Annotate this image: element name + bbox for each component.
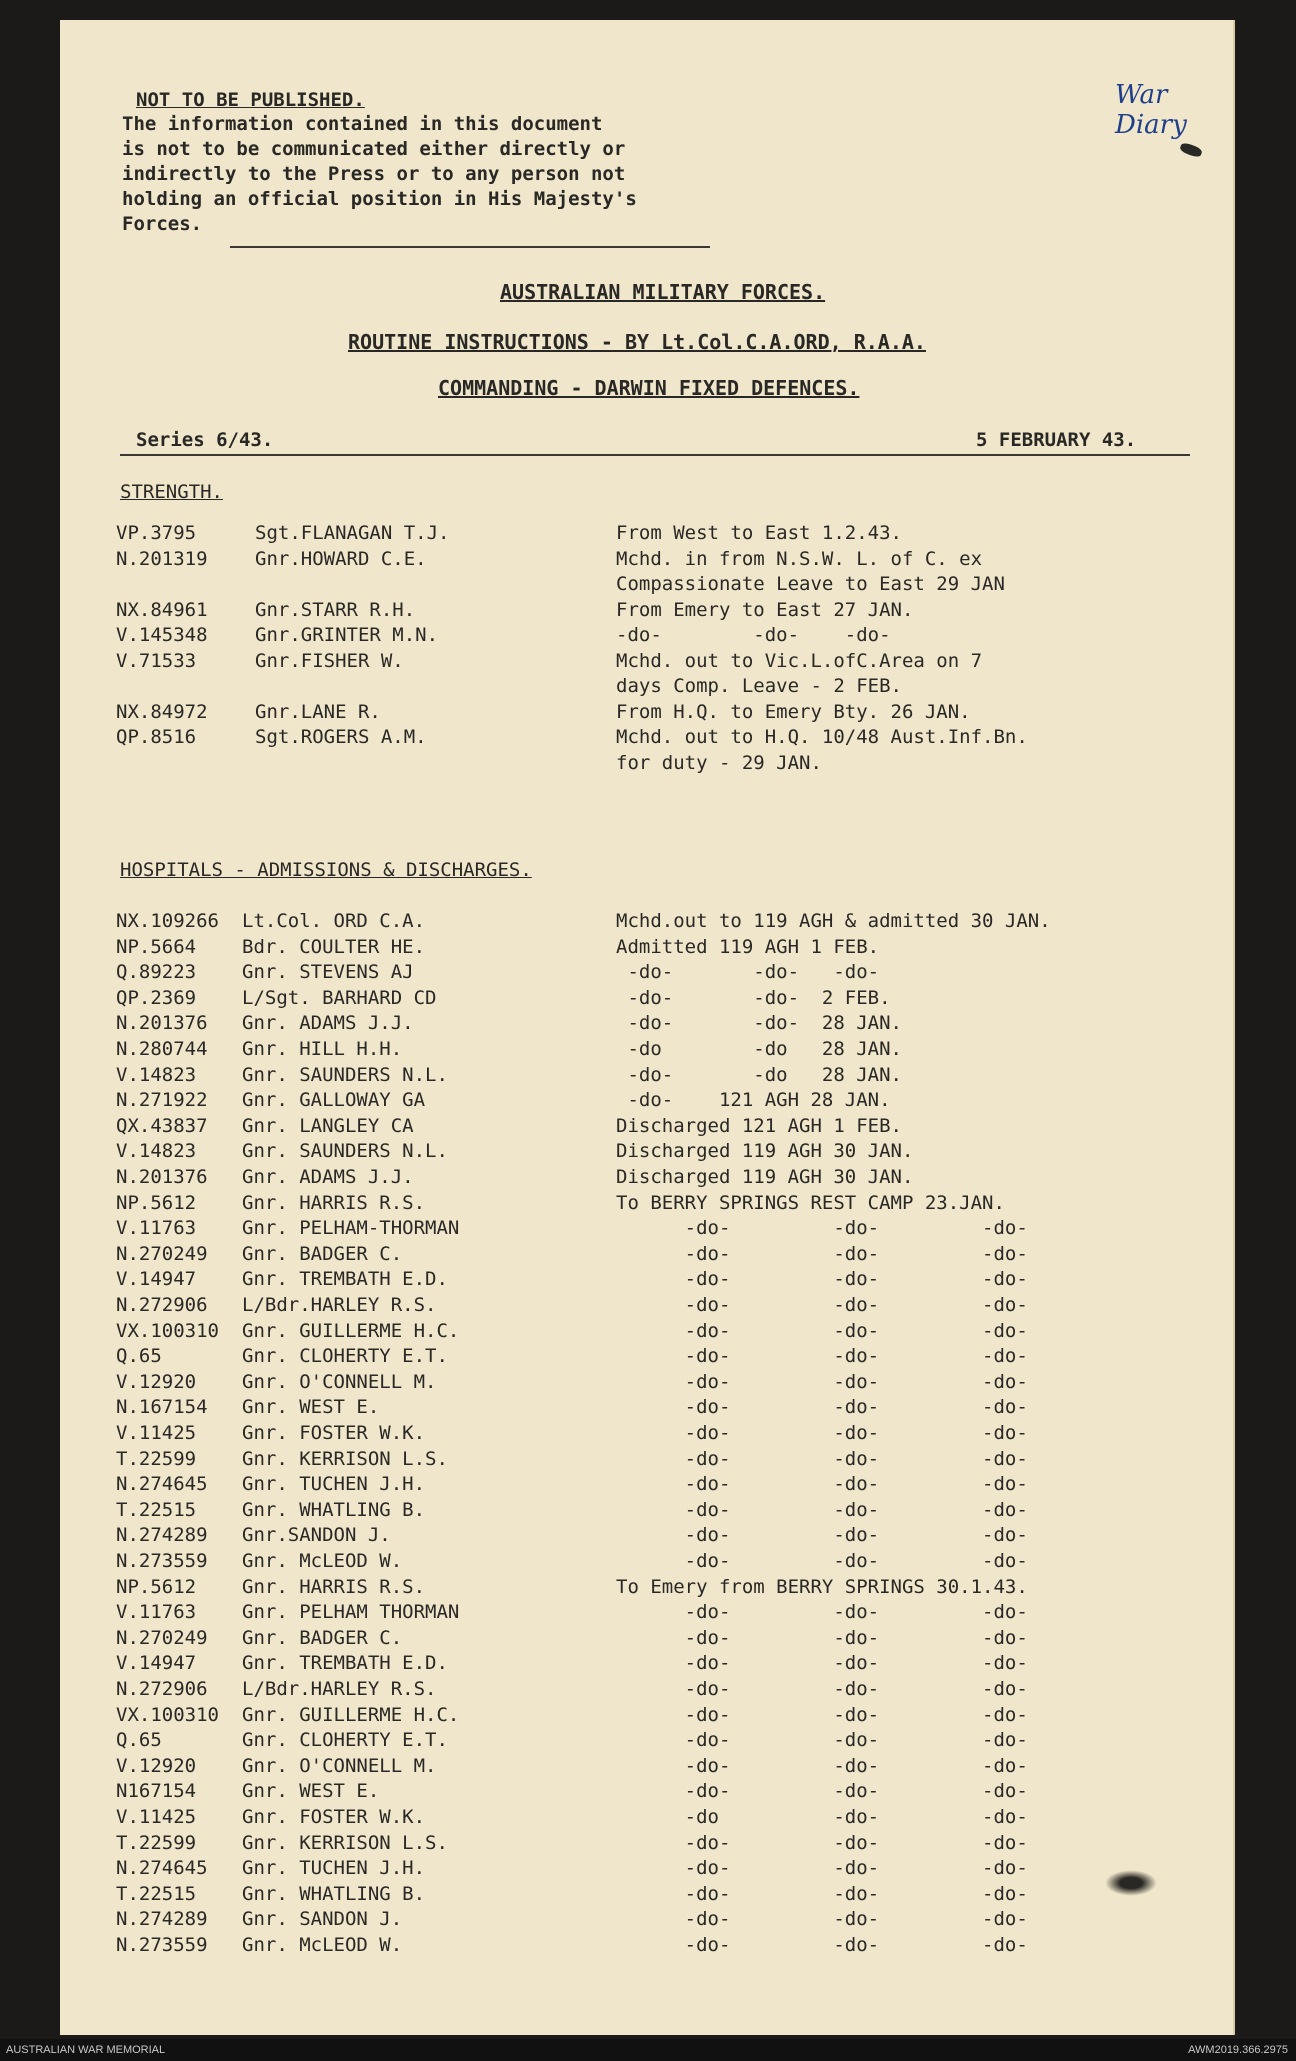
movement-detail: Mchd. in from N.S.W. L. of C. ex xyxy=(616,547,983,570)
hospital-detail: -do- -do 28 JAN. xyxy=(616,1063,902,1086)
hospital-detail: -do- -do- -do- xyxy=(616,1422,1028,1444)
service-number: N.272906 xyxy=(116,1678,208,1700)
member-name: Gnr. LANGLEY CA xyxy=(242,1114,414,1137)
service-number: N167154 xyxy=(116,1780,197,1803)
member-name: L/Bdr.HARLEY R.S. xyxy=(242,1294,437,1316)
service-number: Q.65 xyxy=(116,1729,162,1752)
member-name: Gnr. CLOHERTY E.T. xyxy=(242,1729,448,1752)
member-name: Gnr. PELHAM THORMAN xyxy=(242,1601,460,1624)
table-row xyxy=(60,1140,1233,1166)
member-name: Gnr. SAUNDERS N.L. xyxy=(242,1063,448,1086)
hospital-detail: -do- -do- -do- xyxy=(616,961,880,984)
service-number: V.11763 xyxy=(116,1601,197,1624)
service-number: VP.3795 xyxy=(116,522,197,544)
movement-detail: From West to East 1.2.43. xyxy=(616,522,902,544)
hospital-detail: -do- -do- -do- xyxy=(616,1268,1028,1291)
hospital-detail: -do- -do- -do- xyxy=(616,1831,1028,1854)
member-name: Gnr. CLOHERTY E.T. xyxy=(242,1345,448,1368)
member-name: Gnr. HILL H.H. xyxy=(242,1038,403,1060)
hospital-detail: -do- -do- -do- xyxy=(616,1345,1028,1368)
service-number: NP.5612 xyxy=(116,1191,197,1214)
table-row xyxy=(60,726,1233,752)
service-number: N.272906 xyxy=(116,1294,208,1316)
table-row xyxy=(60,548,1233,574)
hospitals-heading: HOSPITALS - ADMISSIONS & DISCHARGES. xyxy=(120,859,532,881)
service-number: N.201319 xyxy=(116,547,208,570)
hospital-detail: -do- -do- -do- xyxy=(616,1242,1028,1265)
hospital-detail: -do- -do- -do- xyxy=(616,1780,1028,1803)
hospital-detail: -do- -do- -do- xyxy=(616,1319,1028,1342)
service-number: NX.84972 xyxy=(116,700,208,723)
service-number: V.14823 xyxy=(116,1140,197,1163)
hospital-detail: -do- -do- -do- xyxy=(616,1447,1028,1470)
member-name: Gnr. ADAMS J.J. xyxy=(242,1012,414,1035)
table-row xyxy=(60,522,1233,548)
ink-mark-icon xyxy=(1179,142,1203,159)
service-number: T.22515 xyxy=(116,1882,197,1905)
service-number: N.270249 xyxy=(116,1242,208,1265)
hospital-detail: -do- -do- -do- xyxy=(616,1678,1028,1700)
table-row xyxy=(60,936,1233,962)
service-number: V.12920 xyxy=(116,1754,197,1777)
hospital-detail: -do- -do- -do- xyxy=(616,1294,1028,1316)
table-row xyxy=(60,1473,1233,1499)
series-number: Series 6/43. xyxy=(136,429,274,451)
service-number: Q.89223 xyxy=(116,961,197,984)
table-row xyxy=(60,910,1233,936)
service-number: V.12920 xyxy=(116,1370,197,1393)
table-row xyxy=(60,1857,1233,1883)
ink-blot-icon xyxy=(1105,1870,1157,1896)
table-row xyxy=(60,1908,1233,1934)
document-subtitle: ROUTINE INSTRUCTIONS - BY Lt.Col.C.A.ORD, R.A.A. xyxy=(348,330,926,354)
table-row xyxy=(60,1422,1233,1448)
member-name: Gnr. FOSTER W.K. xyxy=(242,1422,426,1444)
hospital-detail: -do- -do- -do- xyxy=(616,1396,1028,1419)
hospital-detail: -do- -do- -do- xyxy=(616,1934,1028,1956)
footer-institution: AUSTRALIAN WAR MEMORIAL xyxy=(6,2044,166,2056)
table-row xyxy=(60,1320,1233,1346)
member-name: Gnr. ADAMS J.J. xyxy=(242,1166,414,1188)
table-row xyxy=(60,1166,1233,1192)
table-row xyxy=(60,599,1233,625)
member-name: Gnr. GALLOWAY GA xyxy=(242,1089,426,1112)
table-row xyxy=(60,1243,1233,1269)
service-number: VX.100310 xyxy=(116,1703,219,1726)
table-row xyxy=(60,1396,1233,1422)
table-row xyxy=(60,1832,1233,1858)
service-number: N.273559 xyxy=(116,1550,208,1572)
member-name: Sgt.ROGERS A.M. xyxy=(255,726,427,748)
notice-line: is not to be communicated either directly or xyxy=(122,138,626,160)
member-name: Lt.Col. ORD C.A. xyxy=(242,910,426,932)
hospital-detail: -do- -do- -do- xyxy=(616,1908,1028,1931)
member-name: Gnr. FOSTER W.K. xyxy=(242,1806,426,1828)
member-name: Gnr.FISHER W. xyxy=(255,649,404,672)
member-name: Gnr. McLEOD W. xyxy=(242,1934,403,1956)
document-title: AUSTRALIAN MILITARY FORCES. xyxy=(500,280,826,304)
member-name: Gnr. BADGER C. xyxy=(242,1242,403,1265)
table-row xyxy=(60,961,1233,987)
service-number: N.167154 xyxy=(116,1396,208,1419)
hospital-detail: Discharged 121 AGH 1 FEB. xyxy=(616,1114,902,1137)
table-row xyxy=(60,1268,1233,1294)
table-row xyxy=(60,1550,1233,1576)
member-name: L/Sgt. BARHARD CD xyxy=(242,986,437,1009)
hospital-detail: -do- -do- -do- xyxy=(616,1703,1028,1726)
service-number: NP.5664 xyxy=(116,935,197,958)
member-name: Sgt.FLANAGAN T.J. xyxy=(255,522,450,544)
member-name: Gnr. WHATLING B. xyxy=(242,1882,426,1905)
service-number: T.22515 xyxy=(116,1498,197,1521)
service-number: NX.109266 xyxy=(116,910,219,932)
hospital-detail: To BERRY SPRINGS REST CAMP 23.JAN. xyxy=(616,1191,1005,1214)
hospital-detail: -do- -do- -do- xyxy=(616,1217,1028,1240)
hospital-detail: Mchd.out to 119 AGH & admitted 30 JAN. xyxy=(616,910,1051,932)
hospital-detail: Discharged 119 AGH 30 JAN. xyxy=(616,1140,914,1163)
member-name: Bdr. COULTER HE. xyxy=(242,935,426,958)
service-number: N.280744 xyxy=(116,1038,208,1060)
movement-detail: From Emery to East 27 JAN. xyxy=(616,598,914,621)
service-number: N.274289 xyxy=(116,1908,208,1931)
hospital-detail: -do- -do- -do- xyxy=(616,1498,1028,1521)
service-number: N.201376 xyxy=(116,1012,208,1035)
member-name: Gnr.HOWARD C.E. xyxy=(255,547,427,570)
table-row xyxy=(60,1115,1233,1141)
table-row xyxy=(60,1678,1233,1704)
issue-date: 5 FEBRUARY 43. xyxy=(976,429,1137,451)
table-row xyxy=(60,1448,1233,1474)
service-number: V.11425 xyxy=(116,1806,197,1828)
hospital-detail: -do- -do- 2 FEB. xyxy=(616,986,891,1009)
hospital-detail: -do -do 28 JAN. xyxy=(616,1038,902,1060)
table-row xyxy=(60,1806,1233,1832)
service-number: NP.5612 xyxy=(116,1575,197,1598)
member-name: Gnr. HARRIS R.S. xyxy=(242,1575,426,1598)
hospital-detail: -do- -do- -do- xyxy=(616,1370,1028,1393)
hospital-detail: -do- -do- -do- xyxy=(616,1754,1028,1777)
service-number: N.274289 xyxy=(116,1524,208,1547)
header-rule xyxy=(120,454,1190,456)
table-row xyxy=(60,1192,1233,1218)
hospital-detail: -do- -do- -do- xyxy=(616,1857,1028,1880)
service-number: V.11425 xyxy=(116,1422,197,1444)
movement-detail: days Comp. Leave - 2 FEB. xyxy=(616,675,902,697)
notice-line: The information contained in this document xyxy=(122,113,603,135)
service-number: V.145348 xyxy=(116,624,208,646)
member-name: Gnr. BADGER C. xyxy=(242,1626,403,1649)
table-row xyxy=(60,752,1233,778)
service-number: QP.8516 xyxy=(116,726,197,748)
handwritten-note: War Diary xyxy=(1115,80,1187,140)
member-name: Gnr. TREMBATH E.D. xyxy=(242,1652,448,1675)
service-number: N.273559 xyxy=(116,1934,208,1956)
table-row xyxy=(60,1729,1233,1755)
table-row xyxy=(60,1012,1233,1038)
service-number: V.14823 xyxy=(116,1063,197,1086)
service-number: N.274645 xyxy=(116,1473,208,1496)
movement-detail: -do- -do- -do- xyxy=(616,624,891,646)
service-number: T.22599 xyxy=(116,1831,197,1854)
service-number: T.22599 xyxy=(116,1447,197,1470)
table-row xyxy=(60,1934,1233,1960)
service-number: VX.100310 xyxy=(116,1319,219,1342)
movement-detail: Compassionate Leave to East 29 JAN xyxy=(616,573,1005,595)
service-number: N.201376 xyxy=(116,1166,208,1188)
hospital-detail: -do- -do- -do- xyxy=(616,1729,1028,1752)
strength-heading: STRENGTH. xyxy=(120,481,223,503)
hospital-detail: -do -do- -do- xyxy=(616,1806,1028,1828)
hospital-detail: To Emery from BERRY SPRINGS 30.1.43. xyxy=(616,1575,1028,1598)
member-name: Gnr. KERRISON L.S. xyxy=(242,1831,448,1854)
notice-title: NOT TO BE PUBLISHED. xyxy=(136,89,365,111)
movement-detail: Mchd. out to Vic.L.ofC.Area on 7 xyxy=(616,649,983,672)
member-name: Gnr.SANDON J. xyxy=(242,1524,391,1547)
table-row xyxy=(60,1089,1233,1115)
table-row xyxy=(60,1217,1233,1243)
member-name: Gnr.GRINTER M.N. xyxy=(255,624,439,646)
member-name: Gnr. McLEOD W. xyxy=(242,1550,403,1572)
command-line: COMMANDING - DARWIN FIXED DEFENCES. xyxy=(438,376,860,400)
table-row xyxy=(60,1294,1233,1320)
hospital-detail: -do- -do- -do- xyxy=(616,1652,1028,1675)
member-name: Gnr. HARRIS R.S. xyxy=(242,1191,426,1214)
member-name: Gnr. KERRISON L.S. xyxy=(242,1447,448,1470)
service-number: V.14947 xyxy=(116,1652,197,1675)
table-row xyxy=(60,1524,1233,1550)
service-number: Q.65 xyxy=(116,1345,162,1368)
movement-detail: From H.Q. to Emery Bty. 26 JAN. xyxy=(616,700,971,723)
table-row xyxy=(60,1345,1233,1371)
table-row xyxy=(60,675,1233,701)
table-row xyxy=(60,1371,1233,1397)
service-number: V.11763 xyxy=(116,1217,197,1240)
member-name: Gnr.STARR R.H. xyxy=(255,598,416,621)
document-page xyxy=(60,20,1235,2035)
hospital-detail: -do- -do- -do- xyxy=(616,1626,1028,1649)
member-name: Gnr. WEST E. xyxy=(242,1780,380,1803)
table-row xyxy=(60,1601,1233,1627)
notice-line: indirectly to the Press or to any person not xyxy=(122,163,626,185)
hospital-detail: -do- -do- -do- xyxy=(616,1524,1028,1547)
table-row xyxy=(60,1627,1233,1653)
notice-rule xyxy=(230,246,710,248)
table-row xyxy=(60,624,1233,650)
member-name: Gnr.LANE R. xyxy=(255,700,381,723)
hospital-detail: Admitted 119 AGH 1 FEB. xyxy=(616,935,880,958)
hospital-detail: -do- -do- 28 JAN. xyxy=(616,1012,902,1035)
hospital-detail: -do- 121 AGH 28 JAN. xyxy=(616,1089,891,1112)
hospital-detail: -do- -do- -do- xyxy=(616,1550,1028,1572)
member-name: Gnr. STEVENS AJ xyxy=(242,961,414,984)
hospital-detail: -do- -do- -do- xyxy=(616,1473,1028,1496)
table-row xyxy=(60,1652,1233,1678)
service-number: V.71533 xyxy=(116,649,197,672)
member-name: Gnr. TUCHEN J.H. xyxy=(242,1473,426,1496)
service-number: QX.43837 xyxy=(116,1114,208,1137)
table-row xyxy=(60,1064,1233,1090)
service-number: N.271922 xyxy=(116,1089,208,1112)
hospital-detail: -do- -do- -do- xyxy=(616,1601,1028,1624)
service-number: V.14947 xyxy=(116,1268,197,1291)
table-row xyxy=(60,1038,1233,1064)
hospital-detail: Discharged 119 AGH 30 JAN. xyxy=(616,1166,914,1188)
table-row xyxy=(60,701,1233,727)
table-row xyxy=(60,650,1233,676)
service-number: QP.2369 xyxy=(116,986,197,1009)
footer-bar xyxy=(0,2039,1296,2061)
member-name: Gnr. GUILLERME H.C. xyxy=(242,1703,460,1726)
member-name: Gnr. GUILLERME H.C. xyxy=(242,1319,460,1342)
table-row xyxy=(60,573,1233,599)
table-row xyxy=(60,1780,1233,1806)
movement-detail: for duty - 29 JAN. xyxy=(616,751,822,774)
table-row xyxy=(60,1499,1233,1525)
member-name: L/Bdr.HARLEY R.S. xyxy=(242,1678,437,1700)
movement-detail: Mchd. out to H.Q. 10/48 Aust.Inf.Bn. xyxy=(616,726,1028,748)
member-name: Gnr. O'CONNELL M. xyxy=(242,1370,437,1393)
service-number: N.270249 xyxy=(116,1626,208,1649)
member-name: Gnr. PELHAM-THORMAN xyxy=(242,1217,460,1240)
notice-line: holding an official position in His Majesty's xyxy=(122,188,637,210)
member-name: Gnr. SANDON J. xyxy=(242,1908,403,1931)
member-name: Gnr. WHATLING B. xyxy=(242,1498,426,1521)
table-row xyxy=(60,1704,1233,1730)
table-row xyxy=(60,1576,1233,1602)
member-name: Gnr. TUCHEN J.H. xyxy=(242,1857,426,1880)
table-row xyxy=(60,987,1233,1013)
service-number: NX.84961 xyxy=(116,598,208,621)
notice-line: Forces. xyxy=(122,213,203,235)
member-name: Gnr. O'CONNELL M. xyxy=(242,1754,437,1777)
table-row xyxy=(60,1755,1233,1781)
service-number: N.274645 xyxy=(116,1857,208,1880)
member-name: Gnr. TREMBATH E.D. xyxy=(242,1268,448,1291)
hospital-detail: -do- -do- -do- xyxy=(616,1882,1028,1905)
footer-accession: AWM2019.366.2975 xyxy=(1188,2044,1288,2056)
member-name: Gnr. WEST E. xyxy=(242,1396,380,1419)
table-row xyxy=(60,1883,1233,1909)
member-name: Gnr. SAUNDERS N.L. xyxy=(242,1140,448,1163)
